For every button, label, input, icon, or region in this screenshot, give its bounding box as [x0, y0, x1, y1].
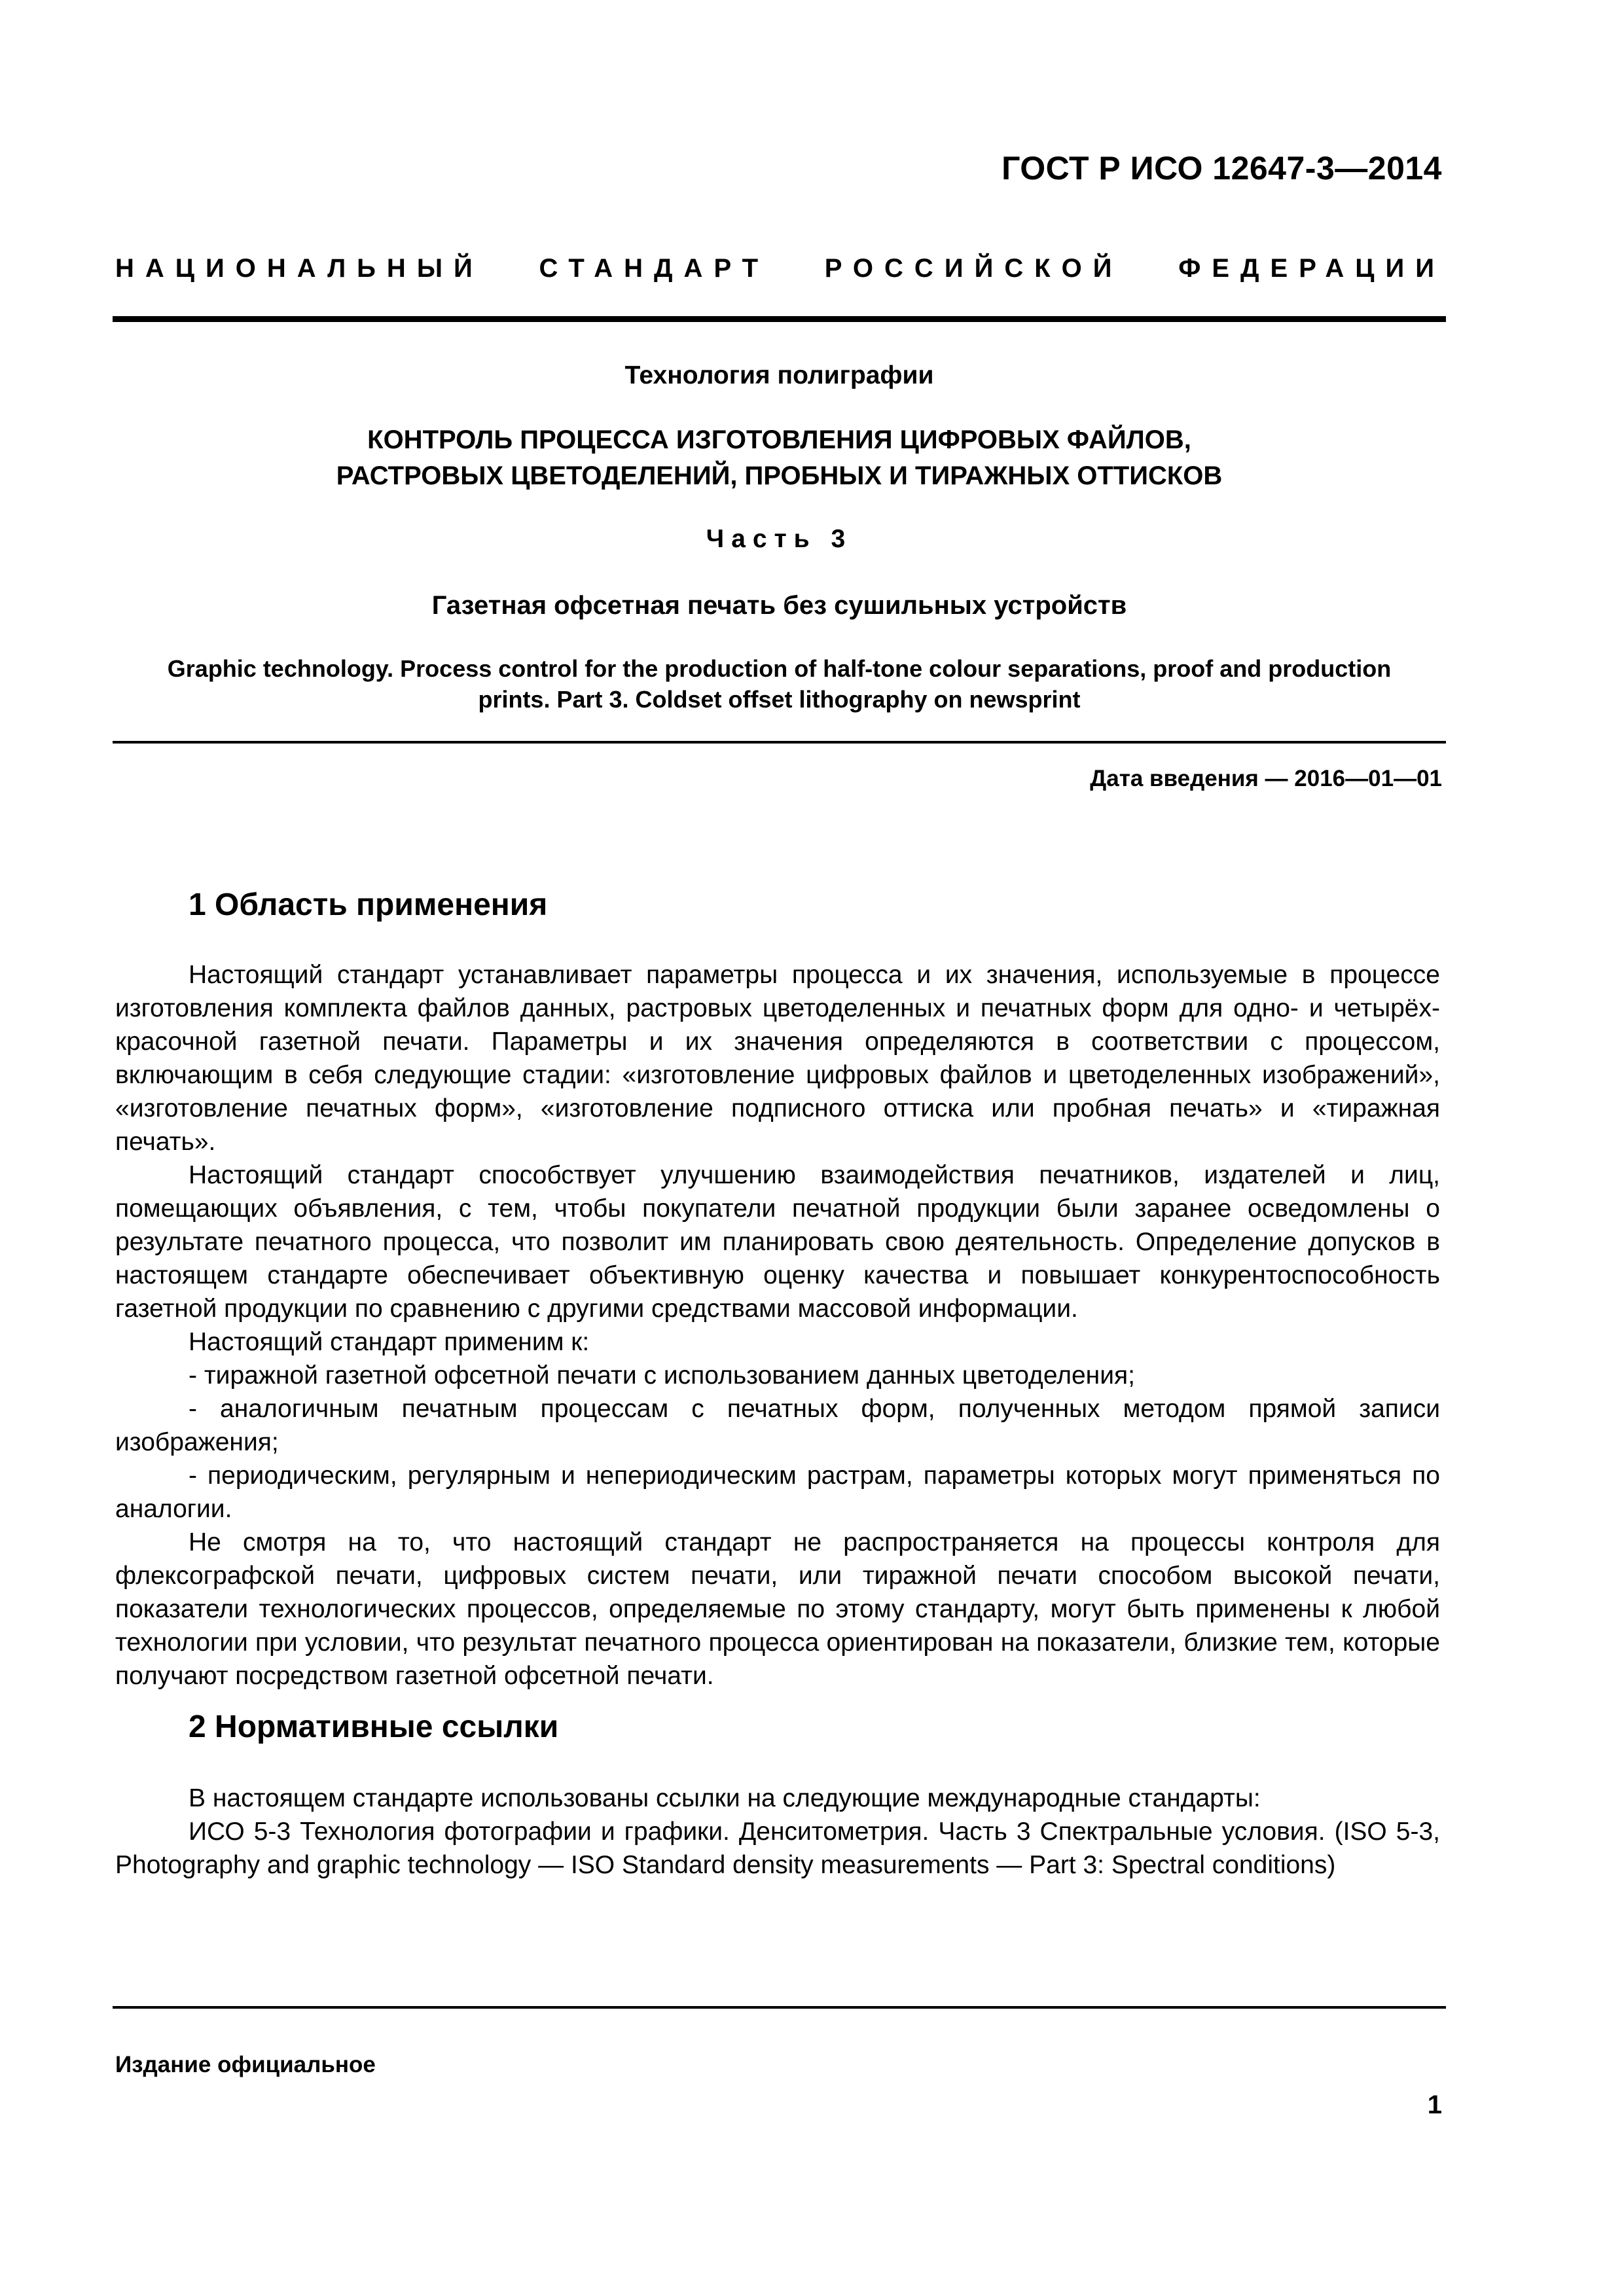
- document-subtitle: Газетная офсетная печать без сушильных устройств: [431, 591, 1127, 620]
- title-rule: [113, 741, 1446, 744]
- paragraph: Настоящий стандарт способствует улучшению взаимодействия печатников, издателей и лиц, помещающих объявления, с тем, чтобы покупатели печатной продукции были заранее осведомлены о результате печатного процесса, что позволит им планировать свою деятельность. Определение допусков в настоящем стандарте обеспечивает объективную оценку качества и повышает конкурентоспособность газетной продукции по сравнению с другими средствами массовой информации.: [115, 1161, 1440, 1323]
- paragraph: В настоящем стандарте использованы ссылки на следующие международные стандарты:: [189, 1784, 1261, 1812]
- list-item: - аналогичным печатным процессам с печатных форм, полученных методом прямой записи изображения;: [115, 1395, 1440, 1456]
- section-1-body: [115, 958, 1440, 1693]
- section-2-body: [115, 1782, 1440, 1882]
- document-title: [113, 422, 1446, 494]
- paragraph: Настоящий стандарт применим к:: [189, 1328, 590, 1356]
- english-title: [113, 653, 1446, 715]
- paragraph: Не смотря на то, что настоящий стандарт не распространяется на процессы контроля для флексографской печати, цифровых систем печати, или тиражной печати способом высокой печати, показатели технологических процессов, определяемые по этому стандарту, могут быть применены к любой технологии при условии, что результат печатного процесса ориентирован на показатели, близкие тем, которые получают посредством газетной офсетной печати.: [115, 1528, 1440, 1690]
- section-2-heading: 2 Нормативные ссылки: [189, 1710, 559, 1744]
- paragraph: Настоящий стандарт устанавливает параметры процесса и их значения, используемые в процессе изготовления комплекта файлов данных, растровых цветоделенных и печатных форм для одно- и четырёх-красочной газетной печати. Параметры и их значения определяются в соответствии с процессом, включающим в себя следующие стадии: «изготовление цифровых файлов и цветоделенных изображений», «изготовление печатных форм», «изготовление подписного оттиска или пробная печать» и «тиражная печать».: [115, 961, 1440, 1156]
- footer-rule: [113, 2006, 1446, 2009]
- paragraph: ИСО 5-3 Технология фотографии и графики. Денситометрия. Часть 3 Спектральные условия. (ISO 5-3, Photography and graphic technology — ISO Standard density measurements — Part 3: Spectral conditions): [115, 1818, 1440, 1879]
- list-item: - периодическим, регулярным и непериодическим растрам, параметры которых могут применяться по аналогии.: [115, 1462, 1440, 1523]
- page-number: 1: [1427, 2090, 1442, 2119]
- introduction-date: Дата введения — 2016—01—01: [1090, 766, 1442, 791]
- header-rule-thick: [113, 316, 1446, 322]
- standard-number: ГОСТ Р ИСО 12647-3—2014: [1001, 150, 1442, 187]
- part-label: Часть 3: [706, 525, 853, 553]
- national-standard-title: НАЦИОНАЛЬНЫЙ СТАНДАРТ РОССИЙСКОЙ ФЕДЕРАЦИИ: [115, 254, 1445, 283]
- english-title-line-1: Graphic technology. Process control for the production of half-tone colour separations, proof and production: [167, 655, 1392, 682]
- section-1-heading: 1 Область применения: [189, 888, 548, 922]
- list-item: - тиражной газетной офсетной печати с использованием данных цветоделения;: [189, 1361, 1135, 1390]
- document-title-line-1: КОНТРОЛЬ ПРОЦЕССА ИЗГОТОВЛЕНИЯ ЦИФРОВЫХ ФАЙЛОВ,: [367, 425, 1191, 454]
- english-title-line-2: prints. Part 3. Coldset offset lithography on newsprint: [478, 686, 1081, 713]
- edition-label: Издание официальное: [115, 2052, 376, 2077]
- subject-heading: Технология полиграфии: [624, 361, 934, 389]
- document-title-line-2: РАСТРОВЫХ ЦВЕТОДЕЛЕНИЙ, ПРОБНЫХ И ТИРАЖНЫХ ОТТИСКОВ: [336, 461, 1223, 490]
